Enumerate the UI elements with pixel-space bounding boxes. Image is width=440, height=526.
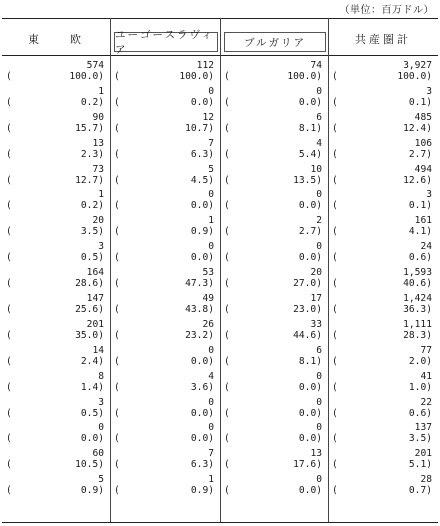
header-bulgaria: ブルガリア	[224, 32, 326, 52]
cell-share: ( 13.5)	[224, 174, 322, 186]
cell-share-value: 2.4)	[80, 355, 104, 367]
table-bottom-rule	[2, 522, 438, 523]
column-east-europe	[2, 60, 110, 500]
table-cell	[328, 60, 438, 86]
cell-value: 6	[316, 344, 322, 356]
cell-value: 2	[316, 215, 322, 227]
cell-share: ( 1.0)	[332, 381, 432, 393]
cell-share-value: 3.5)	[80, 226, 104, 238]
cell-value: 6	[316, 111, 322, 123]
cell-value: 49	[202, 293, 214, 305]
cell-share: ( 12.7)	[6, 174, 104, 186]
cell-value: 574	[86, 60, 104, 71]
cell-share: ( 4.5)	[114, 174, 214, 186]
cell-share-value: 0.0)	[190, 96, 214, 108]
cell-share: ( 1.4)	[6, 381, 104, 393]
header-communist-total: 共産圏計	[355, 33, 411, 46]
table-cell	[110, 164, 220, 190]
table-cell	[110, 60, 220, 86]
table-cell	[220, 422, 328, 448]
cell-value: 0	[208, 241, 214, 253]
table-cell	[328, 448, 438, 474]
table-cell	[110, 267, 220, 293]
cell-share-value: 5.4)	[298, 148, 322, 160]
cell-value: 0	[316, 189, 322, 201]
cell-share-value: 44.6)	[293, 329, 322, 341]
cell-share: ( 0.0)	[114, 252, 214, 264]
header-yugoslavia: ユーゴースラヴィア	[114, 32, 218, 52]
cell-share: ( 0.0)	[114, 433, 214, 445]
cell-share: ( 0.7)	[332, 485, 432, 497]
table-cell	[328, 474, 438, 500]
cell-share-value: 8.1)	[298, 355, 322, 367]
cell-value: 1,424	[403, 293, 432, 305]
table-cell	[220, 448, 328, 474]
table-cell	[220, 164, 328, 190]
cell-share-value: 2.7)	[298, 226, 322, 238]
cell-value: 3	[426, 189, 432, 201]
cell-share-value: 3.6)	[190, 381, 214, 393]
cell-share: ( 43.8)	[114, 304, 214, 316]
cell-share-value: 0.0)	[298, 407, 322, 419]
cell-value: 20	[92, 215, 104, 227]
cell-value: 4	[316, 137, 322, 149]
cell-share: ( 0.1)	[332, 200, 432, 212]
cell-value: 74	[310, 60, 322, 71]
table-cell	[2, 60, 110, 86]
cell-share: ( 0.0)	[114, 355, 214, 367]
cell-share: ( 2.3)	[6, 148, 104, 160]
cell-share: ( 15.7)	[6, 122, 104, 134]
cell-share: ( 0.0)	[224, 485, 322, 497]
cell-share-value: 0.9)	[80, 485, 104, 497]
cell-share: ( 27.0)	[224, 278, 322, 290]
cell-share-value: 4.5)	[190, 174, 214, 186]
cell-share: ( 0.9)	[6, 485, 104, 497]
cell-value: 12	[202, 111, 214, 123]
cell-value: 53	[202, 267, 214, 279]
table-cell	[220, 293, 328, 319]
cell-share-value: 0.5)	[80, 407, 104, 419]
cell-value: 0	[316, 241, 322, 253]
cell-share: ( 0.0)	[114, 407, 214, 419]
cell-value: 22	[420, 396, 432, 408]
cell-share: ( 0.0)	[224, 96, 322, 108]
cell-share-value: 0.0)	[190, 200, 214, 212]
cell-value: 13	[92, 137, 104, 149]
cell-value: 4	[208, 370, 214, 382]
table-cell	[2, 241, 110, 267]
cell-share-value: 0.0)	[298, 381, 322, 393]
cell-share-value: 0.6)	[408, 252, 432, 264]
cell-share-value: 4.1)	[408, 226, 432, 238]
cell-share: ( 36.3)	[332, 304, 432, 316]
cell-value: 20	[310, 267, 322, 279]
cell-share: ( 8.1)	[224, 122, 322, 134]
cell-value: 26	[202, 318, 214, 330]
cell-value: 14	[92, 344, 104, 356]
cell-value: 13	[310, 448, 322, 460]
unit-label: （単位：百万ドル）	[339, 5, 434, 16]
table-cell	[220, 345, 328, 371]
cell-share: ( 0.5)	[6, 252, 104, 264]
cell-share: ( 40.6)	[332, 278, 432, 290]
cell-share: ( 10.7)	[114, 122, 214, 134]
table-cell	[220, 474, 328, 500]
cell-value: 1,111	[403, 318, 432, 330]
cell-value: 161	[414, 215, 432, 227]
table-cell	[2, 422, 110, 448]
cell-share-value: 1.4)	[80, 381, 104, 393]
cell-share-value: 0.0)	[298, 96, 322, 108]
cell-share-value: 0.1)	[408, 200, 432, 212]
cell-share: ( 44.6)	[224, 329, 322, 341]
cell-share: ( 100.0)	[332, 71, 432, 82]
table-cell	[2, 164, 110, 190]
table-cell	[110, 397, 220, 423]
table-cell	[2, 189, 110, 215]
table-cell	[2, 138, 110, 164]
table-cell	[220, 397, 328, 423]
cell-share-value: 6.3)	[190, 459, 214, 471]
table-cell	[328, 86, 438, 112]
table-cell	[328, 397, 438, 423]
cell-value: 33	[310, 318, 322, 330]
cell-share: ( 6.3)	[114, 459, 214, 471]
cell-value: 7	[208, 137, 214, 149]
cell-share: ( 2.7)	[224, 226, 322, 238]
header-east-europe: 東 欧	[28, 33, 84, 46]
table-cell	[328, 138, 438, 164]
table-cell	[2, 397, 110, 423]
cell-value: 10	[310, 163, 322, 175]
cell-value: 485	[414, 111, 432, 123]
cell-share-value: 23.0)	[293, 304, 322, 316]
table-cell	[220, 60, 328, 86]
cell-share-value: 0.1)	[408, 96, 432, 108]
cell-value: 494	[414, 163, 432, 175]
cell-share: ( 0.1)	[332, 96, 432, 108]
cell-share: ( 3.6)	[114, 381, 214, 393]
cell-value: 3	[98, 241, 104, 253]
cell-share-value: 100.0)	[179, 71, 214, 82]
table-cell	[328, 164, 438, 190]
table-cell	[220, 189, 328, 215]
table-cell	[2, 448, 110, 474]
table-cell	[2, 112, 110, 138]
table-cell	[328, 319, 438, 345]
cell-share-value: 0.0)	[298, 200, 322, 212]
table-cell	[220, 138, 328, 164]
table-cell	[328, 189, 438, 215]
cell-share-value: 25.6)	[75, 304, 104, 316]
cell-value: 8	[98, 370, 104, 382]
cell-value: 0	[316, 85, 322, 97]
cell-share-value: 6.3)	[190, 148, 214, 160]
table-cell	[110, 319, 220, 345]
cell-share-value: 0.0)	[190, 252, 214, 264]
cell-share-value: 12.6)	[403, 174, 432, 186]
table-cell	[2, 267, 110, 293]
cell-share-value: 28.6)	[75, 278, 104, 290]
cell-share: ( 6.3)	[114, 148, 214, 160]
cell-share-value: 2.0)	[408, 355, 432, 367]
table-cell	[110, 345, 220, 371]
cell-share: ( 12.4)	[332, 122, 432, 134]
cell-value: 0	[208, 422, 214, 434]
cell-share: ( 28.3)	[332, 329, 432, 341]
cell-share-value: 40.6)	[403, 278, 432, 290]
cell-share-value: 10.7)	[185, 122, 214, 134]
column-bulgaria	[220, 60, 328, 500]
cell-share-value: 12.4)	[403, 122, 432, 134]
cell-share: ( 0.0)	[224, 407, 322, 419]
table-cell	[328, 241, 438, 267]
table-cell	[110, 215, 220, 241]
cell-share-value: 0.2)	[80, 96, 104, 108]
table-cell	[328, 293, 438, 319]
table-cell	[110, 189, 220, 215]
table-cell	[110, 112, 220, 138]
cell-value: 147	[86, 293, 104, 305]
cell-value: 0	[208, 189, 214, 201]
cell-share: ( 0.0)	[224, 200, 322, 212]
table-cell	[2, 215, 110, 241]
cell-share: ( 4.1)	[332, 226, 432, 238]
cell-value: 164	[86, 267, 104, 279]
cell-share: ( 0.0)	[224, 252, 322, 264]
table-cell	[110, 448, 220, 474]
cell-share-value: 0.9)	[190, 226, 214, 238]
cell-share: ( 10.5)	[6, 459, 104, 471]
cell-share: ( 23.2)	[114, 329, 214, 341]
table-cell	[110, 422, 220, 448]
table-cell	[220, 86, 328, 112]
cell-share: ( 3.5)	[332, 433, 432, 445]
cell-share-value: 0.2)	[80, 200, 104, 212]
cell-share: ( 0.6)	[332, 252, 432, 264]
cell-share: ( 0.2)	[6, 200, 104, 212]
cell-value: 0	[98, 422, 104, 434]
cell-value: 90	[92, 111, 104, 123]
table-cell	[220, 267, 328, 293]
cell-share-value: 10.5)	[75, 459, 104, 471]
table-cell	[2, 345, 110, 371]
cell-value: 3	[98, 396, 104, 408]
cell-share: ( 25.6)	[6, 304, 104, 316]
cell-value: 0	[208, 344, 214, 356]
cell-share: ( 100.0)	[114, 71, 214, 82]
cell-share: ( 5.4)	[224, 148, 322, 160]
cell-value: 60	[92, 448, 104, 460]
cell-share: ( 0.9)	[114, 485, 214, 497]
table-cell	[110, 138, 220, 164]
cell-share-value: 0.0)	[190, 355, 214, 367]
cell-share-value: 0.0)	[298, 433, 322, 445]
cell-share: ( 0.0)	[114, 96, 214, 108]
trade-table	[2, 16, 438, 516]
cell-share: ( 0.0)	[114, 200, 214, 212]
cell-share: ( 0.5)	[6, 407, 104, 419]
cell-value: 28	[420, 474, 432, 486]
cell-share: ( 5.1)	[332, 459, 432, 471]
cell-share: ( 2.4)	[6, 355, 104, 367]
cell-value: 0	[208, 396, 214, 408]
cell-share: ( 0.0)	[6, 433, 104, 445]
cell-share: ( 28.6)	[6, 278, 104, 290]
cell-share-value: 100.0)	[397, 71, 432, 82]
cell-value: 1	[208, 215, 214, 227]
column-communist-total	[328, 60, 438, 500]
cell-share-value: 35.0)	[75, 329, 104, 341]
cell-value: 1	[98, 189, 104, 201]
cell-share: ( 47.3)	[114, 278, 214, 290]
cell-share-value: 28.3)	[403, 329, 432, 341]
cell-value: 137	[414, 422, 432, 434]
cell-share: ( 0.0)	[224, 433, 322, 445]
table-cell	[328, 422, 438, 448]
table-cell	[220, 241, 328, 267]
cell-share-value: 0.0)	[190, 433, 214, 445]
cell-value: 0	[316, 370, 322, 382]
table-cell	[328, 267, 438, 293]
cell-share: ( 2.0)	[332, 355, 432, 367]
cell-share-value: 2.7)	[408, 148, 432, 160]
cell-share: ( 2.7)	[332, 148, 432, 160]
table-cell	[2, 86, 110, 112]
cell-value: 0	[208, 85, 214, 97]
cell-value: 1	[208, 474, 214, 486]
cell-share: ( 3.5)	[6, 226, 104, 238]
cell-share-value: 100.0)	[69, 71, 104, 82]
cell-share-value: 0.9)	[190, 485, 214, 497]
table-cell	[220, 319, 328, 345]
cell-value: 3,927	[403, 60, 432, 71]
cell-share-value: 0.0)	[80, 433, 104, 445]
cell-share-value: 100.0)	[287, 71, 322, 82]
column-yugoslavia	[110, 60, 220, 500]
cell-share-value: 23.2)	[185, 329, 214, 341]
cell-value: 3	[426, 85, 432, 97]
cell-share: ( 35.0)	[6, 329, 104, 341]
cell-share-value: 0.6)	[408, 407, 432, 419]
cell-value: 201	[86, 318, 104, 330]
cell-share-value: 12.7)	[75, 174, 104, 186]
cell-share-value: 2.3)	[80, 148, 104, 160]
cell-value: 112	[196, 60, 214, 71]
cell-value: 0	[316, 396, 322, 408]
cell-value: 106	[414, 137, 432, 149]
cell-share: ( 100.0)	[6, 71, 104, 82]
table-cell	[2, 319, 110, 345]
cell-share-value: 3.5)	[408, 433, 432, 445]
cell-share-value: 36.3)	[403, 304, 432, 316]
cell-share: ( 0.6)	[332, 407, 432, 419]
cell-value: 7	[208, 448, 214, 460]
cell-value: 0	[316, 474, 322, 486]
cell-value: 0	[316, 422, 322, 434]
cell-value: 77	[420, 344, 432, 356]
cell-share-value: 0.5)	[80, 252, 104, 264]
cell-share-value: 0.0)	[190, 407, 214, 419]
cell-share-value: 8.1)	[298, 122, 322, 134]
cell-share-value: 47.3)	[185, 278, 214, 290]
table-cell	[328, 345, 438, 371]
cell-value: 5	[98, 474, 104, 486]
cell-share: ( 0.9)	[114, 226, 214, 238]
cell-value: 201	[414, 448, 432, 460]
cell-share: ( 23.0)	[224, 304, 322, 316]
table-cell	[110, 293, 220, 319]
cell-value: 73	[92, 163, 104, 175]
table-cell	[110, 371, 220, 397]
table-cell	[328, 112, 438, 138]
cell-share: ( 8.1)	[224, 355, 322, 367]
table-cell	[2, 371, 110, 397]
cell-share-value: 1.0)	[408, 381, 432, 393]
cell-value: 24	[420, 241, 432, 253]
cell-share-value: 17.6)	[293, 459, 322, 471]
cell-share-value: 0.0)	[298, 485, 322, 497]
table-cell	[328, 215, 438, 241]
cell-share: ( 0.2)	[6, 96, 104, 108]
table-cell	[220, 215, 328, 241]
table-cell	[220, 112, 328, 138]
table-cell	[328, 371, 438, 397]
cell-share-value: 43.8)	[185, 304, 214, 316]
cell-value: 17	[310, 293, 322, 305]
cell-value: 1,593	[403, 267, 432, 279]
cell-share-value: 27.0)	[293, 278, 322, 290]
table-cell	[110, 86, 220, 112]
cell-share: ( 100.0)	[224, 71, 322, 82]
cell-value: 41	[420, 370, 432, 382]
cell-share-value: 15.7)	[75, 122, 104, 134]
cell-share-value: 0.0)	[298, 252, 322, 264]
cell-value: 5	[208, 163, 214, 175]
cell-share-value: 13.5)	[293, 174, 322, 186]
cell-share: ( 12.6)	[332, 174, 432, 186]
cell-share: ( 0.0)	[224, 381, 322, 393]
table-cell	[110, 474, 220, 500]
cell-share-value: 0.7)	[408, 485, 432, 497]
table-cell	[2, 293, 110, 319]
table-cell	[110, 241, 220, 267]
table-cell	[2, 474, 110, 500]
cell-share: ( 17.6)	[224, 459, 322, 471]
cell-value: 1	[98, 85, 104, 97]
cell-share-value: 5.1)	[408, 459, 432, 471]
table-cell	[220, 371, 328, 397]
